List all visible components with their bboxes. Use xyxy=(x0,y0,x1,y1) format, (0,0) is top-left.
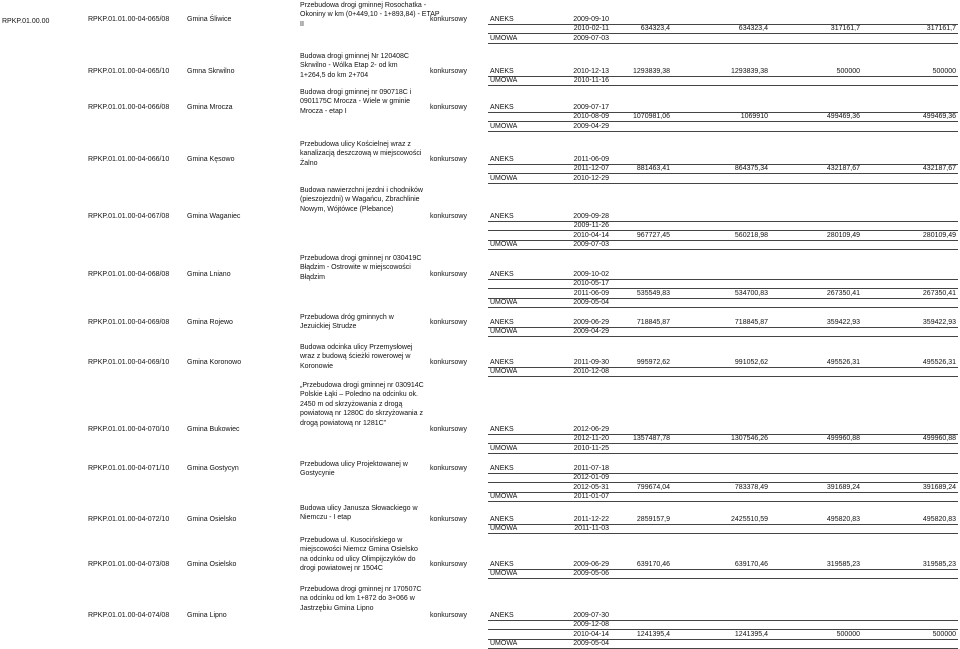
row-divider xyxy=(488,367,958,368)
record-divider xyxy=(488,501,958,502)
cofinancing-value: 495526,31 xyxy=(826,359,860,366)
entry-date: 2009-06-29 xyxy=(573,319,609,326)
entry-date: 2009-06-29 xyxy=(573,561,609,568)
entry-date: 2009-07-17 xyxy=(573,104,609,111)
grant-value: 499960,88 xyxy=(922,435,956,443)
project-title: Budowa ulicy Janusza Słowackiego w Niemczu - I etap xyxy=(300,505,418,522)
selection-mode: konkursowy xyxy=(430,156,467,163)
entry-type: ANEKS xyxy=(490,465,514,472)
contract-code: RPKP.01.01.00-04-067/08 xyxy=(88,213,170,220)
entry-date: 2010-12-08 xyxy=(573,368,609,376)
record-divider xyxy=(488,183,958,184)
beneficiary-name: Gmina Kęsowo xyxy=(187,156,235,163)
total-value: 535549,83 xyxy=(636,289,670,297)
contract-code: RPKP.01.01.00-04-065/10 xyxy=(88,68,170,75)
row-divider xyxy=(488,173,958,174)
row-divider xyxy=(488,288,958,289)
cofinancing-value: 267350,41 xyxy=(826,289,860,297)
cofinancing-value: 317161,7 xyxy=(830,25,860,33)
project-title: Przebudowa drogi gminnej Rosochatka - Okoniny w km (0+449,10 - 1+893,84) - ETAP II xyxy=(300,2,440,28)
record-divider xyxy=(488,85,958,86)
cofinancing-value: 500000 xyxy=(836,68,860,75)
row-divider xyxy=(488,629,958,630)
entry-date: 2009-04-29 xyxy=(573,328,609,336)
entry-date: 2010-02-11 xyxy=(573,25,609,33)
row-divider xyxy=(488,121,958,122)
entry-date: 2012-11-20 xyxy=(573,435,609,443)
selection-mode: konkursowy xyxy=(430,271,467,278)
cofinancing-value: 495820,83 xyxy=(826,516,860,523)
cofinancing-value: 432187,67 xyxy=(826,165,860,173)
selection-mode: konkursowy xyxy=(430,516,467,523)
contract-code: RPKP.01.01.00-04-070/10 xyxy=(88,426,170,433)
beneficiary-name: Gmina Bukowiec xyxy=(187,426,240,433)
entry-date: 2009-11-26 xyxy=(573,222,609,230)
cofinancing-value: 499469,36 xyxy=(826,113,860,121)
eligible-value: 991052,62 xyxy=(734,359,768,366)
entry-date: 2010-12-13 xyxy=(573,68,609,75)
total-value: 995972,62 xyxy=(636,359,670,366)
beneficiary-name: Gmina Rojewo xyxy=(187,319,233,326)
record-divider xyxy=(488,578,958,579)
row-divider xyxy=(488,33,958,34)
entry-type: ANEKS xyxy=(490,426,514,433)
total-value: 1070981,06 xyxy=(633,113,670,121)
entry-date: 2009-05-06 xyxy=(573,570,609,578)
contract-code: RPKP.01.01.00-04-065/08 xyxy=(88,16,170,23)
row-divider xyxy=(488,569,958,570)
selection-mode: konkursowy xyxy=(430,359,467,366)
selection-mode: konkursowy xyxy=(430,319,467,326)
total-value: 2859157,9 xyxy=(636,516,670,523)
eligible-value: 864375,34 xyxy=(734,165,768,173)
total-value: 1293839,38 xyxy=(633,68,670,75)
selection-mode: konkursowy xyxy=(430,68,467,75)
row-divider xyxy=(488,164,958,165)
entry-type: UMOWA xyxy=(490,368,518,376)
entry-date: 2010-08-09 xyxy=(573,113,609,121)
eligible-value: 1307546,26 xyxy=(731,435,768,443)
row-divider xyxy=(488,492,958,493)
entry-date: 2011-06-09 xyxy=(573,289,609,297)
project-title: „Przebudowa drogi gminnej nr 030914C Polskie Łąki – Poledno na odcinku ok. 2450 m od skrzyżowania z drogą powiatową nr 1280C do skrzyżowania z drogą powiatową nr 1281C” xyxy=(300,382,424,427)
project-title: Budowa nawierzchni jezdni i chodników (pieszojezdni) w Wagańcu, Zbrachlinie Nowym, Wójtówce (Plebance) xyxy=(300,187,423,213)
entry-type: UMOWA xyxy=(490,493,518,501)
entry-type: UMOWA xyxy=(490,241,518,249)
entry-date: 2009-07-03 xyxy=(573,34,609,42)
project-title: Budowa odcinka ulicy Przemysłowej wraz z budową ścieżki rowerowej w Koronowie xyxy=(300,344,413,370)
entry-date: 2009-07-03 xyxy=(573,241,609,249)
entry-date: 2010-05-17 xyxy=(573,280,609,288)
row-divider xyxy=(488,443,958,444)
contract-code: RPKP.01.01.00-04-073/08 xyxy=(88,561,170,568)
entry-type: ANEKS xyxy=(490,16,514,23)
beneficiary-name: Gmina Osielsko xyxy=(187,561,237,568)
row-divider xyxy=(488,230,958,231)
entry-type: ANEKS xyxy=(490,104,514,111)
cofinancing-value: 280109,49 xyxy=(826,231,860,239)
entry-date: 2010-11-16 xyxy=(573,77,609,85)
row-divider xyxy=(488,434,958,435)
record-divider xyxy=(488,249,958,250)
eligible-value: 639170,46 xyxy=(734,561,768,568)
cofinancing-value: 391689,24 xyxy=(826,483,860,491)
total-value: 1357487,78 xyxy=(633,435,670,443)
record-divider xyxy=(488,376,958,377)
record-divider xyxy=(488,131,958,132)
row-divider xyxy=(488,221,958,222)
entry-date: 2011-06-09 xyxy=(573,156,609,163)
grant-value: 500000 xyxy=(932,630,956,638)
cofinancing-value: 319585,23 xyxy=(826,561,860,568)
entry-date: 2011-09-30 xyxy=(573,359,609,366)
entry-date: 2010-11-25 xyxy=(573,444,609,452)
selection-mode: konkursowy xyxy=(430,612,467,619)
cofinancing-value: 500000 xyxy=(836,630,860,638)
eligible-value: 1241395,4 xyxy=(734,630,768,638)
record-divider xyxy=(488,43,958,44)
eligible-value: 718845,87 xyxy=(734,319,768,326)
row-divider xyxy=(488,620,958,621)
total-value: 967727,45 xyxy=(636,231,670,239)
entry-type: ANEKS xyxy=(490,612,514,619)
eligible-value: 534700,83 xyxy=(734,289,768,297)
grant-value: 432187,67 xyxy=(922,165,956,173)
entry-type: UMOWA xyxy=(490,525,518,533)
beneficiary-name: Gmina Lniano xyxy=(187,271,231,278)
cofinancing-value: 499960,88 xyxy=(826,435,860,443)
entry-type: UMOWA xyxy=(490,640,518,648)
project-title: Przebudowa ulicy Projektowanej w Gostycynie xyxy=(300,461,408,478)
project-title: Przebudowa ulicy Kościelnej wraz z kanalizacją deszczową w miejscowości Żalno xyxy=(300,141,422,167)
eligible-value: 2425510,59 xyxy=(731,516,768,523)
entry-type: UMOWA xyxy=(490,77,518,85)
selection-mode: konkursowy xyxy=(430,16,467,23)
entry-date: 2009-09-28 xyxy=(573,213,609,220)
row-divider xyxy=(488,112,958,113)
contract-code: RPKP.01.01.00-04-074/08 xyxy=(88,612,170,619)
eligible-value: 1069910 xyxy=(740,113,768,121)
entry-type: ANEKS xyxy=(490,561,514,568)
beneficiary-name: Gmina Koronowo xyxy=(187,359,242,366)
project-title: Przebudowa ul. Kusocińskiego w miejscowości Niemcz Gmina Osielsko na odcinku od ulicy Olimpijczyków do drogi powiatowej nr 1504C xyxy=(300,537,418,573)
grant-value: 391689,24 xyxy=(922,483,956,491)
selection-mode: konkursowy xyxy=(430,104,467,111)
entry-date: 2009-07-30 xyxy=(573,612,609,619)
beneficiary-name: Gmina Śliwice xyxy=(187,16,232,23)
entry-date: 2012-06-29 xyxy=(573,426,609,433)
header-code: RPKP.01.00.00 xyxy=(2,18,50,25)
beneficiary-name: Gmina Lipno xyxy=(187,612,227,619)
entry-date: 2011-11-03 xyxy=(574,525,609,533)
beneficiary-name: Gmna Skrwilno xyxy=(187,68,235,75)
beneficiary-name: Gmina Mrocza xyxy=(187,104,233,111)
grant-value: 499469,36 xyxy=(922,113,956,121)
row-divider xyxy=(488,639,958,640)
grant-value: 317161,7 xyxy=(926,25,956,33)
entry-type: ANEKS xyxy=(490,156,514,163)
entry-date: 2009-12-08 xyxy=(573,621,609,629)
contract-code: RPKP.01.01.00-04-071/10 xyxy=(88,465,170,472)
total-value: 799674,04 xyxy=(636,483,670,491)
record-divider xyxy=(488,533,958,534)
grant-value: 500000 xyxy=(932,68,956,75)
contract-code: RPKP.01.01.00-04-069/08 xyxy=(88,319,170,326)
entry-date: 2011-12-22 xyxy=(573,516,609,523)
entry-date: 2011-12-07 xyxy=(573,165,609,173)
eligible-value: 634323,4 xyxy=(738,25,768,33)
grant-value: 495526,31 xyxy=(922,359,956,366)
record-divider xyxy=(488,336,958,337)
contract-code: RPKP.01.01.00-04-068/08 xyxy=(88,271,170,278)
eligible-value: 783378,49 xyxy=(734,483,768,491)
total-value: 881463,41 xyxy=(636,165,670,173)
entry-type: ANEKS xyxy=(490,319,514,326)
row-divider xyxy=(488,240,958,241)
row-divider xyxy=(488,298,958,299)
entry-type: UMOWA xyxy=(490,122,518,130)
entry-date: 2010-04-14 xyxy=(573,630,609,638)
beneficiary-name: Gmina Gostycyn xyxy=(187,465,239,472)
grant-value: 359422,93 xyxy=(922,319,956,326)
entry-type: ANEKS xyxy=(490,213,514,220)
entry-type: UMOWA xyxy=(490,328,518,336)
total-value: 718845,87 xyxy=(636,319,670,326)
row-divider xyxy=(488,482,958,483)
entry-date: 2009-04-29 xyxy=(573,122,609,130)
total-value: 639170,46 xyxy=(636,561,670,568)
cofinancing-value: 359422,93 xyxy=(826,319,860,326)
entry-date: 2010-04-14 xyxy=(573,231,609,239)
entry-type: UMOWA xyxy=(490,34,518,42)
row-divider xyxy=(488,279,958,280)
contract-code: RPKP.01.01.00-04-072/10 xyxy=(88,516,170,523)
entry-type: UMOWA xyxy=(490,299,518,307)
row-divider xyxy=(488,327,958,328)
entry-date: 2011-01-07 xyxy=(573,493,609,501)
entry-date: 2009-05-04 xyxy=(573,640,609,648)
record-divider xyxy=(488,453,958,454)
record-divider xyxy=(488,307,958,308)
entry-type: ANEKS xyxy=(490,271,514,278)
entry-date: 2009-09-10 xyxy=(573,16,609,23)
contract-code: RPKP.01.01.00-04-066/10 xyxy=(88,156,170,163)
entry-type: ANEKS xyxy=(490,516,514,523)
contract-code: RPKP.01.01.00-04-066/08 xyxy=(88,104,170,111)
total-value: 634323,4 xyxy=(640,25,670,33)
beneficiary-name: Gmina Osielsko xyxy=(187,516,237,523)
beneficiary-name: Gmina Waganiec xyxy=(187,213,241,220)
entry-type: ANEKS xyxy=(490,68,514,75)
entry-date: 2010-12-29 xyxy=(573,174,609,182)
entry-type: UMOWA xyxy=(490,570,518,578)
row-divider xyxy=(488,524,958,525)
entry-type: UMOWA xyxy=(490,174,518,182)
project-title: Przebudowa drogi gminnej nr 170507C na odcinku od km 1+872 do 3+066 w Jastrzębiu Gmina Lipno xyxy=(300,586,422,612)
entry-type: UMOWA xyxy=(490,444,518,452)
entry-type: ANEKS xyxy=(490,359,514,366)
row-divider xyxy=(488,473,958,474)
selection-mode: konkursowy xyxy=(430,426,467,433)
selection-mode: konkursowy xyxy=(430,465,467,472)
entry-date: 2009-05-04 xyxy=(573,299,609,307)
project-title: Budowa drogi gminnej Nr 120408C Skrwilno - Wólka Etap 2- od km 1+264,5 do km 2+704 xyxy=(300,53,409,79)
grant-value: 267350,41 xyxy=(922,289,956,297)
selection-mode: konkursowy xyxy=(430,561,467,568)
grant-value: 319585,23 xyxy=(922,561,956,568)
eligible-value: 1293839,38 xyxy=(731,68,768,75)
eligible-value: 560218,98 xyxy=(734,231,768,239)
project-title: Przebudowa drogi gminnej nr 030419C Błądzim - Ostrowite w miejscowości Błądzim xyxy=(300,255,422,281)
entry-date: 2009-10-02 xyxy=(573,271,609,278)
contract-code: RPKP.01.01.00-04-069/10 xyxy=(88,359,170,366)
row-divider xyxy=(488,24,958,25)
project-title: Budowa drogi gminnej nr 090718C i 0901175C Mrocza - Wiele w gminie Mrocza - etap I xyxy=(300,89,412,115)
total-value: 1241395,4 xyxy=(636,630,670,638)
grant-value: 280109,49 xyxy=(922,231,956,239)
entry-date: 2012-05-31 xyxy=(573,483,609,491)
row-divider xyxy=(488,76,958,77)
entry-date: 2011-07-18 xyxy=(573,465,609,472)
selection-mode: konkursowy xyxy=(430,213,467,220)
entry-date: 2012-01-09 xyxy=(573,474,609,482)
grant-value: 495820,83 xyxy=(922,516,956,523)
project-title: Przebudowa dróg gminnych w Jezuickiej Strudze xyxy=(300,314,394,331)
